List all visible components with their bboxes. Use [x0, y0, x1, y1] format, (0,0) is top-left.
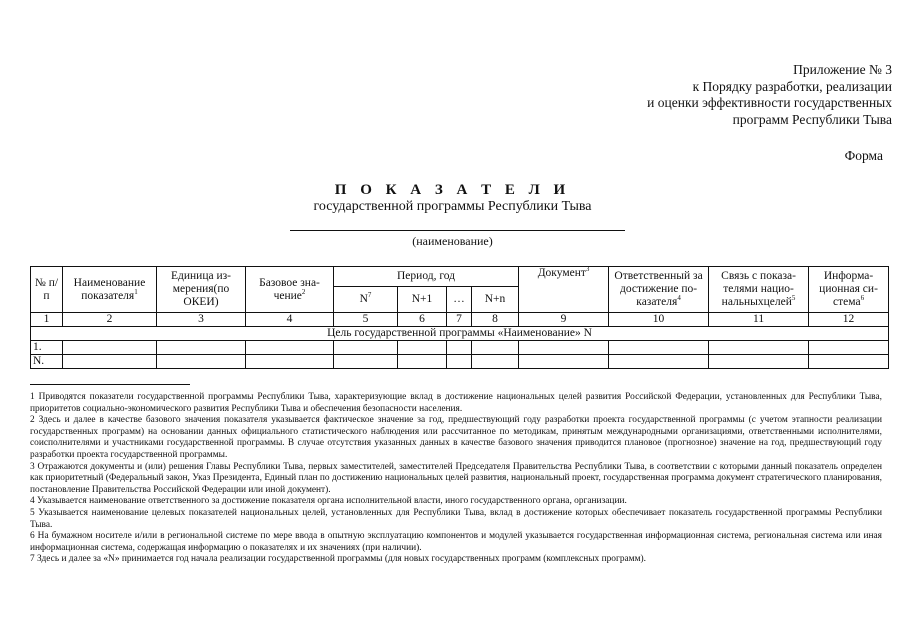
footnote-ref: 7	[367, 291, 372, 300]
col-number: 5	[334, 313, 398, 327]
footnote: 1 Приводятся показатели государственной программы Республики Тыва, характеризующие вклад в достижение национальных целей развития Российской Федерации, установленных для Республики Тыва, приоритетов социально-экономического развития Республики Тыва и обеспечения безопасности населения.	[30, 392, 882, 414]
name-fill-line	[290, 230, 625, 231]
goal-row-text: Цель государственной программы «Наименование» N	[31, 327, 889, 341]
row-number: N.	[31, 355, 63, 369]
table-cell	[447, 341, 472, 355]
row-number: 1.	[31, 341, 63, 355]
table-row	[31, 341, 889, 355]
table-cell	[246, 341, 334, 355]
table-cell	[334, 355, 398, 369]
col-number: 4	[246, 313, 334, 327]
goal-row	[31, 327, 889, 341]
table-cell	[809, 355, 889, 369]
table-cell	[334, 341, 398, 355]
table-cell	[609, 355, 709, 369]
appendix-line: к Порядку разработки, реализации	[692, 78, 892, 94]
footnote: 5 Указывается наименование целевых показателей национальных целей, установленных для Республики Тыва, вклад в достижение которых обеспечивает показатель государственной программы Республики Тыва.	[30, 507, 882, 530]
table-cell	[472, 341, 519, 355]
table-cell	[398, 341, 447, 355]
appendix-line: Приложение № 3	[793, 62, 892, 77]
footnote-ref: 5	[791, 294, 796, 303]
footnote: 3 Отражаются документы и (или) решения Главы Республики Тыва, первых заместителей, заместителей Председателя Правительства Республики Тыва, в соответствии с которыми данный показатель определен как приоритетный (Федеральный закон, Указ Президента, Единый план по достижению национальных целей развития, национальный проект, государственная программа документ стратегического планирования, постановление Правительства Российской Федерации или иной документ).	[30, 461, 882, 495]
table-cell	[519, 355, 609, 369]
header-name	[63, 267, 157, 313]
footnote: 2 Здесь и далее в качестве базового значения показателя указывается фактическое значение за год, предшествующий году разработки проекта государственной программы (с учетом этапности реализации государственных программ) на основании данных официального статистического наблюдения или рассчитанное по методикам, принятым международными организациями, ответственными исполнителями, соисполнителями и участниками государственной программы. В случае отсутствия указанных данных в качестве базового значения приводится плановое (прогнозное) значение на год, предшествующий году разработки проекта государственной программы.	[30, 415, 882, 460]
col-number: 11	[709, 313, 809, 327]
header-responsible	[609, 267, 709, 313]
footnote-ref: 3	[585, 265, 590, 274]
period-col-n	[334, 287, 398, 313]
table-cell	[472, 355, 519, 369]
footnotes	[30, 392, 882, 566]
header-document	[519, 267, 609, 313]
header-unit: Единица из-мерения(по ОКЕИ)	[157, 267, 246, 313]
period-col-nn: N+n	[472, 287, 519, 313]
table-cell	[157, 355, 246, 369]
header-link-text: Связь с показа-телями нацио-нальныхцелей	[721, 270, 796, 308]
indicators-table	[30, 266, 889, 369]
table-cell	[709, 355, 809, 369]
header-infosys-text: Информа-ционная си-стема	[819, 270, 878, 308]
col-number: 12	[809, 313, 889, 327]
col-number: 7	[447, 313, 472, 327]
col-number: 2	[63, 313, 157, 327]
table-cell	[63, 341, 157, 355]
header-responsible-text: Ответственный за достижение по-казателя	[614, 270, 703, 308]
footnote: 4 Указывается наименование ответственного за достижение показателя органа исполнительной власти, иного государственного органа, организации.	[30, 496, 627, 507]
footnote: 7 Здесь и далее за «N» принимается год начала реализации государственной программы (для новых государственных программ (комплексных программ).	[30, 554, 646, 565]
col-number: 8	[472, 313, 519, 327]
table-cell	[157, 341, 246, 355]
footnote-ref: 6	[860, 294, 865, 303]
header-num: № п/п	[31, 267, 63, 313]
header-base	[246, 267, 334, 313]
header-document-text: Документ	[537, 267, 586, 279]
table-cell	[63, 355, 157, 369]
period-n-text: N	[359, 293, 368, 305]
table-cell	[709, 341, 809, 355]
header-name-text: Наименование показателя	[73, 276, 146, 302]
footnote-separator	[30, 384, 190, 385]
header-link	[709, 267, 809, 313]
col-number: 9	[519, 313, 609, 327]
appendix-line: и оценки эффективности государственных	[647, 95, 892, 110]
footnote-ref: 1	[134, 287, 138, 296]
table-cell	[519, 341, 609, 355]
col-number: 6	[398, 313, 447, 327]
footnote: 6 На бумажном носителе и/или в региональной системе по мере ввода в опытную эксплуатацию компонентов и модулей указывается государственная информационная система, региональная система или иная информационная система, содержащая информацию о показателях и их значениях (при наличии).	[30, 531, 882, 553]
appendix-line: программ Республики Тыва	[732, 111, 892, 127]
table-cell	[809, 341, 889, 355]
table-cell	[246, 355, 334, 369]
footnote-ref: 2	[301, 287, 306, 296]
name-caption: (наименование)	[412, 234, 493, 248]
table-cell	[609, 341, 709, 355]
col-number: 1	[31, 313, 63, 327]
col-number: 3	[157, 313, 246, 327]
document-title: П О К А З А Т Е Л И	[334, 182, 571, 198]
header-base-text: Базовое зна-чение	[259, 276, 320, 302]
header-period: Период, год	[334, 267, 519, 287]
appendix-heading	[520, 62, 892, 128]
footnote-ref: 4	[677, 294, 681, 303]
table-cell	[447, 355, 472, 369]
column-number-row	[31, 313, 889, 327]
table-row	[31, 355, 889, 369]
col-number: 10	[609, 313, 709, 327]
period-col-dots: …	[447, 287, 472, 313]
period-col-n1: N+1	[398, 287, 447, 313]
header-infosys	[809, 267, 889, 313]
document-subtitle: государственной программы Республики Тыва	[313, 199, 592, 214]
form-label: Форма	[844, 148, 883, 163]
table-cell	[398, 355, 447, 369]
